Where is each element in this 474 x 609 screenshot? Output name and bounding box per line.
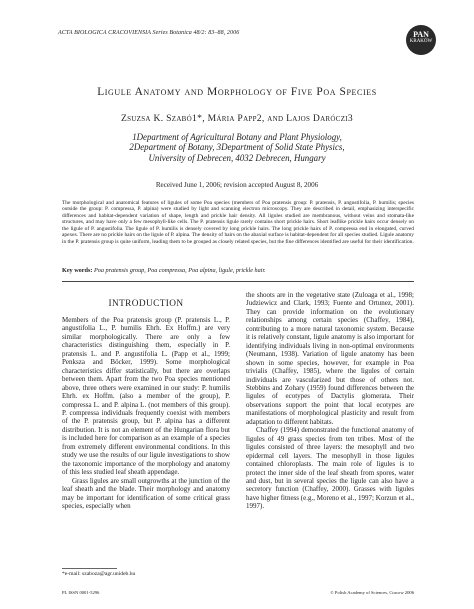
keywords [62, 267, 414, 274]
abstract: The morphological and anatomical features of ligules of some Poa species (members of Poa pratensis group: P. pratensis, P. angustifolia, P. humilis; species outside the group: P. compressa, P. alpina) were studied by light and scanning electron microscopy. They are described in detail, emphasizing interspecific differences and habitat-dependent variation of shape, length and prickle hair density. All ligules studied are membranous, without veins and stomata-like structures, and may have only a few mesophyll-like cells. The P. pratensis ligule rarely contains short prickle hairs. Short leaflike prickle hairs occur densely on the ligule of P. angustifolia. The ligule of P. humilis is densely covered by long prickle hairs. The long prickle hairs of P. compressa end in elongated, curved apexes. There are no prickle hairs on the ligule of P. alpina. The density of hairs on the abaxial surface is habitat-dependent for all species studied. Ligule anatomy in the P. pratensis group is quite uniform, leading them to be grouped as closely related species, but the fine differences identified are useful for their identification. [62, 200, 414, 245]
received-date: Received June 1, 2006; revision accepted August 8, 2006 [155, 181, 319, 189]
footer-copyright: © Polish Academy of Sciences, Cracow 2006 [330, 590, 414, 595]
section-divider [62, 281, 414, 282]
body-paragraph: Chaffey (1994) demonstrated the functional anatomy of ligules of 49 grass species from ten tribes. Most of the ligules consisted of three layers: the mesophyll and two epidermal cell layers. The mesophyll in those ligules contained chloroplasts. The main role of ligules is to protect the inner side of the leaf sheath from spores, water and dust, but in several species the ligule can also have a secretory function (Chaffey, 2000). Grasses with ligules have higher fitness (e.g., Moreno et al., 1997; Korzun et al., 1997). [246, 426, 414, 511]
author-list: Zsuzsa K. Szabó1*, Mária Papp2, and Lajos Daróczi3 [120, 113, 354, 124]
footnote-divider [62, 568, 117, 569]
keywords-label: Key words: [62, 267, 93, 274]
affiliations [0, 132, 474, 163]
affiliation-line: University of Debrecen, 4032 Debrecen, Hungary [148, 152, 326, 163]
affiliation-line: 1Department of Agricultural Botany and Plant Physiology, [132, 132, 342, 142]
body-column-right [246, 291, 414, 511]
section-heading-introduction: INTRODUCTION [108, 299, 184, 309]
journal-header: ACTA BIOLOGICA CRACOVIENSIA Series Botanica 48/2: 83–88, 2006 [58, 30, 240, 36]
pan-logo [406, 25, 436, 55]
logo-text-top: PAN [413, 30, 429, 39]
body-column-left [62, 316, 230, 510]
keywords-text: Poa pratensis group, Poa compressa, Poa alpina, ligule, prickle hair. [93, 267, 266, 274]
body-paragraph: Grass ligules are small outgrowths at the junction of the leaf sheath and the blade. Their morphology and anatomy may be important for identification of some critical grass species, especially when [62, 476, 230, 510]
affiliation-line: 2Department of Botany, 3Department of Solid State Physics, [129, 142, 345, 153]
body-paragraph: the shoots are in the vegetative state (Zuloaga et al., 1998; Judziewicz and Clark, 1993; Fuente and Ortunez, 2001). They can provide information on the evolutionary relationships among certain species (Chaffey, 1984), contributing to a more natural taxonomic system. Because it is relatively constant, ligule anatomy is also important for identifying individuals living in non-optimal environments (Neumann, 1938). Variation of ligule anatomy has been shown in some species, however, for example in Poa trivialis (Chaffey, 1985), where the ligules of certain individuals are vascularized but those of others not. Stebbins and Zohary (1959) found differences between the ligules of ecotypes of Dactylis glomerata. Their observations support the point that local ecotypes are manifestations of morphological plasticity and result from adaptation to different habitats. [246, 291, 414, 426]
paper-title: Ligule Anatomy and Morphology of Five Poa Species [97, 86, 377, 98]
footnote-email: *e-mail: szaboza@agr.unideb.hu [62, 571, 136, 577]
logo-text-bottom: KRAKÓW [409, 39, 433, 45]
footer-issn: PL ISSN 0001-5296 [62, 590, 100, 595]
body-paragraph: Members of the Poa pratensis group (P. pratensis L., P. angustifolia L., P. humilis Ehrh. Ex Hoffm.) are very similar morphologically. There are only a few characteristics distinguishing them, especially in P. pratensis L. and P. angustifolia L. (Papp et al., 1999; Penksza and Böcker, 1999). Some morphological characteristics differ statistically, but there are overlaps between them. Apart from the two Poa species mentioned above, three others were examined in our study: P. humilis Ehrh. ex Hoffm. (also a member of the group), P. compressa L. and P. alpina L. (not members of this group). P. compressa individuals frequently coexist with members of the P. pratensis group, but P. alpina has a different distribution. It is not an element of the Hungarian flora but is included here for comparison as an example of a species from extremely different environmental conditions. In this study we use the results of our ligule investigations to show the taxonomic importance of the morphology and anatomy of this less studied leaf sheath appendage. [62, 316, 230, 477]
